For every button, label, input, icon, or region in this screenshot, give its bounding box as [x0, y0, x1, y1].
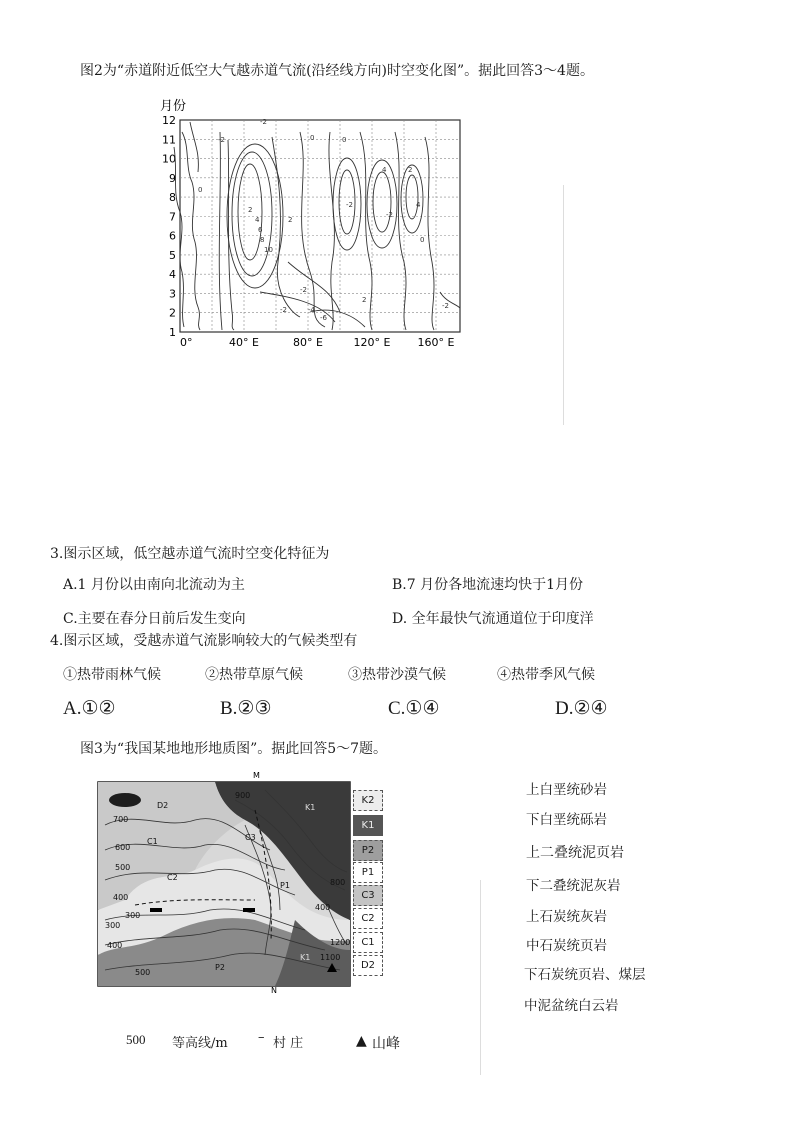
fig2-contour-label: 0	[310, 134, 315, 142]
fig2-contour-label: -2	[260, 118, 267, 126]
fig2-contour-label: 2	[362, 296, 367, 304]
fig2-y-tick: 5	[169, 248, 176, 262]
fig2-y-tick: 9	[169, 171, 176, 185]
legend-box-k1: K1	[353, 815, 383, 836]
fig2-contour-chart	[160, 99, 465, 352]
fig2-y-tick: 11	[162, 133, 176, 147]
fig2-contour-label: -2	[442, 302, 449, 310]
map-label: 1100	[320, 953, 341, 962]
fig2-intro: 图2为“赤道附近低空大气越赤道气流(沿经线方向)时空变化图”。据此回答3～4题。	[80, 63, 594, 79]
legend-text-k2: 上白垩统砂岩	[526, 782, 607, 798]
q3-option-a: A.1 月份以由南向北流动为主	[63, 577, 245, 593]
fig3-geologic-map	[95, 770, 357, 995]
map-label: 500	[115, 863, 131, 872]
map-label: 300	[125, 911, 141, 920]
q3-option-d: D. 全年最快气流通道位于印度洋	[392, 611, 594, 627]
village-marker-2	[243, 908, 255, 912]
key-village-label: 村 庄	[273, 1036, 304, 1051]
map-label: C3	[245, 833, 256, 842]
legend-text-p1: 下二叠统泥灰岩	[526, 878, 621, 894]
scan-edge-line	[563, 185, 564, 425]
q4-stem: 4.图示区域，受越赤道气流影响较大的气候类型有	[50, 633, 358, 649]
q3-stem: 3.图示区域，低空越赤道气流时空变化特征为	[50, 546, 330, 562]
map-north-label: M	[253, 771, 260, 780]
q3-option-b: B.7 月份各地流速均快于1月份	[392, 577, 584, 593]
map-label: P2	[215, 963, 225, 972]
scan-edge-line-2	[480, 880, 481, 1075]
map-label: K1	[305, 803, 316, 812]
fig2-contour-label: -6	[320, 314, 327, 322]
map-label: P1	[280, 881, 290, 890]
fig2-contour-label: 2	[248, 206, 253, 214]
legend-box-p2: P2	[353, 840, 383, 861]
fig2-contour-label: 8	[260, 236, 265, 244]
map-label: 400	[113, 893, 129, 902]
fig2-x-tick: 40° E	[229, 336, 259, 349]
map-south-label: N	[271, 986, 277, 995]
legend-box-c2: C2	[353, 908, 383, 929]
map-label: C1	[147, 837, 158, 846]
key-peak-icon: ▲	[356, 1033, 367, 1049]
q3-option-c: C.主要在春分日前后发生变向	[63, 611, 246, 627]
legend-box-c1: C1	[353, 932, 383, 953]
fig2-contour-label: 0	[342, 136, 347, 144]
fig2-contour-label: 10	[264, 246, 273, 254]
fig2-y-tick: 7	[169, 210, 176, 224]
fig2-contour-label: 0	[420, 236, 425, 244]
fig2-contour-labels	[198, 118, 449, 322]
fig2-contour-label: -2	[386, 211, 393, 219]
fig2-x-tick: 160° E	[417, 336, 455, 349]
q4-option-b: B.②③	[220, 698, 272, 719]
legend-text-p2: 上二叠统泥页岩	[526, 845, 624, 861]
fig2-contour-label: -2	[218, 136, 225, 144]
q4-item-2: ②热带草原气候	[205, 667, 303, 683]
fig2-contours	[174, 122, 460, 330]
fig2-grid	[180, 120, 460, 332]
map-label: 800	[330, 878, 346, 887]
map-label: 600	[115, 843, 131, 852]
fig2-x-tick: 80° E	[293, 336, 323, 349]
key-contour-label: 等高线/m	[172, 1036, 228, 1051]
fig2-contour-label: -2	[300, 286, 307, 294]
legend-text-k1: 下白垩统砾岩	[526, 812, 607, 828]
legend-box-c3: C3	[353, 885, 383, 906]
unit-lens	[109, 793, 141, 807]
fig2-y-tick: 2	[169, 306, 176, 320]
fig2-contour-label: 2	[408, 166, 413, 174]
map-label: 400	[107, 941, 123, 950]
q4-item-1: ①热带雨林气候	[63, 667, 161, 683]
fig2-y-tick: 3	[169, 287, 176, 301]
map-label: 300	[105, 921, 121, 930]
legend-text-c3: 上石炭统灰岩	[526, 909, 607, 925]
village-marker-1	[150, 908, 162, 912]
fig2-y-tick: 10	[162, 152, 176, 166]
map-label: 500	[135, 968, 151, 977]
map-label: 1200	[330, 938, 351, 947]
legend-box-k2: K2	[353, 790, 383, 811]
legend-text-c1: 下石炭统页岩、煤层	[524, 967, 646, 983]
fig2-contour-label: 4	[255, 216, 260, 224]
legend-text-d2: 中泥盆统白云岩	[524, 998, 619, 1014]
q4-option-a: A.①②	[63, 698, 116, 719]
key-village-symbol: –	[258, 1030, 265, 1045]
map-label: K1	[300, 953, 311, 962]
fig2-y-tick: 1	[169, 326, 176, 339]
fig2-contour-label: 4	[382, 166, 387, 174]
q4-item-4: ④热带季风气候	[497, 667, 595, 683]
legend-box-p1: P1	[353, 862, 383, 883]
fig2-y-tick: 6	[169, 229, 176, 243]
q4-option-d: D.②④	[555, 698, 608, 719]
fig2-x-tick: 0°	[180, 336, 193, 349]
fig2-contour-label: -2	[346, 201, 353, 209]
fig2-y-tick: 8	[169, 191, 176, 205]
fig2-x-tick: 120° E	[353, 336, 391, 349]
fig3-intro: 图3为“我国某地地形地质图”。据此回答5～7题。	[80, 741, 388, 757]
map-label: D2	[157, 801, 169, 810]
q4-option-c: C.①④	[388, 698, 440, 719]
fig2-y-title: 月份	[160, 99, 187, 114]
fig2-contour-label: 4	[416, 201, 421, 209]
fig2-y-tick: 4	[169, 268, 176, 282]
legend-text-c2: 中石炭统页岩	[526, 938, 607, 954]
map-label: 700	[113, 815, 129, 824]
key-contour-value: 500	[126, 1032, 146, 1047]
fig2-contour-label: 6	[258, 226, 263, 234]
fig2-contour-label: -2	[280, 306, 287, 314]
map-label: 400	[315, 903, 331, 912]
key-peak-label: 山峰	[372, 1036, 400, 1052]
fig2-x-tick-labels	[180, 336, 455, 349]
fig2-contour-label: 0	[198, 186, 203, 194]
fig2-y-tick: 12	[162, 114, 176, 127]
fig2-contour-label: 2	[288, 216, 293, 224]
map-label: 900	[235, 791, 251, 800]
fig2-contour-label: -4	[308, 306, 315, 314]
q4-item-3: ③热带沙漠气候	[348, 667, 446, 683]
map-label: C2	[167, 873, 178, 882]
legend-box-d2: D2	[353, 955, 383, 976]
